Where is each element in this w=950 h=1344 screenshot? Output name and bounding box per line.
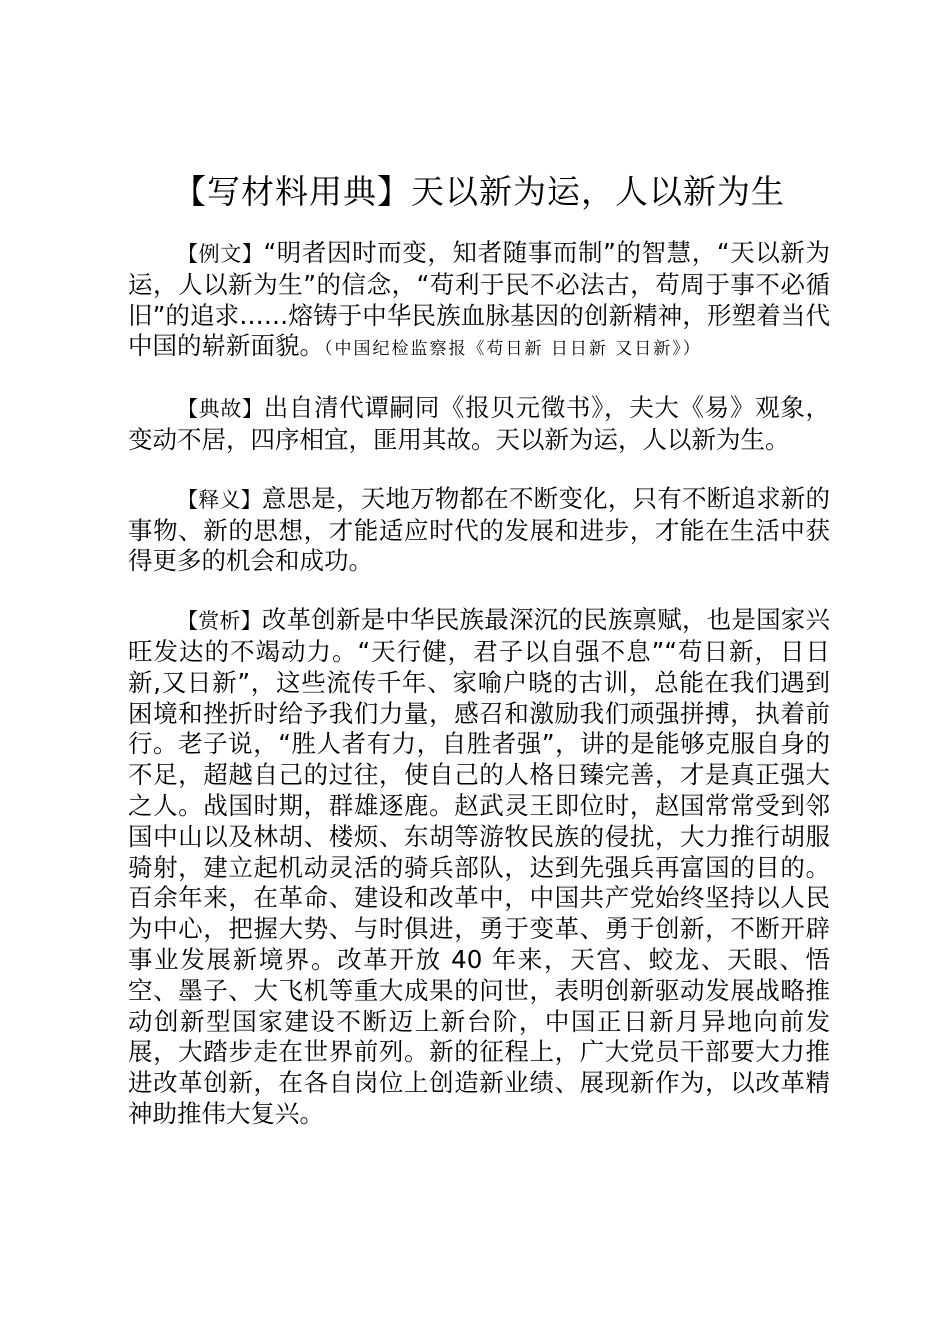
document-title: 【写材料用典】天以新为运，人以新为生 [173, 172, 785, 211]
meaning-label: 【释义】 [177, 487, 262, 512]
meaning-paragraph [128, 484, 830, 577]
allusion-label: 【典故】 [177, 397, 264, 422]
appreciation-label: 【赏析】 [177, 609, 262, 634]
allusion-text: 出自清代谭嗣同《报贝元徵书》，夫大《易》观象，变动不居，四序相宜，匪用其故。天以新为运，人以新为生。 [128, 393, 831, 454]
allusion-paragraph [128, 393, 830, 456]
appreciation-text: 改革创新是中华民族最深沉的民族禀赋，也是国家兴旺发达的不竭动力。“天行健，君子以自强不息”“苟日新，日日新,又日新”，这些流传千年、家喻户晓的古训，总能在我们遇到困境和挫折时给予我们力量，感召和激励我们顽强拼搏，执着前行。老子说，“胜人者有力，自胜者强”，讲的是能够克服自身的不足，超越自己的过往，使自己的人格日臻完善，才是真正强大之人。战国时期，群雄逐鹿。赵武灵王即位时，赵国常常受到邻国中山以及林胡、楼烦、东胡等游牧民族的侵扰，大力推行胡服骑射，建立起机动灵活的骑兵部队，达到先强兵再富国的目的。百余年来，在革命、建设和改革中，中国共产党始终坚持以人民为中心，把握大势、与时俱进，勇于变革、勇于创新，不断开辟事业发展新境界。改革开放 40 年来，天宫、蛟龙、天眼、悟空、墨子、大飞机等重大成果的问世，表明创新驱动发展战略推动创新型国家建设不断迈上新台阶，中国正日新月异地向前发展，大踏步走在世界前列。新的征程上，广大党员干部要大力推进改革创新，在各自岗位上创造新业绩、展现新作为，以改革精神助推伟大复兴。 [128, 605, 831, 1128]
document-page [128, 168, 830, 1158]
example-label: 【例文】 [177, 242, 264, 266]
meaning-text: 意思是，天地万物都在不断变化，只有不断追求新的事物、新的思想，才能适应时代的发展和进步，才能在生活中获得更多的机会和成功。 [128, 483, 831, 576]
example-text: “明者因时而变，知者随事而制”的智慧，“天以新为运，人以新为生”的信念，“苟利于民不必法古，苟周于事不必循旧”的追求……熔铸于中华民族血脉基因的创新精神，形塑着当代中国的崭新面貌。 [128, 238, 831, 361]
appreciation-paragraph [128, 605, 830, 1130]
example-source: （中国纪检监察报《苟日新 日日新 又日新》） [324, 339, 702, 360]
example-paragraph [128, 238, 830, 365]
